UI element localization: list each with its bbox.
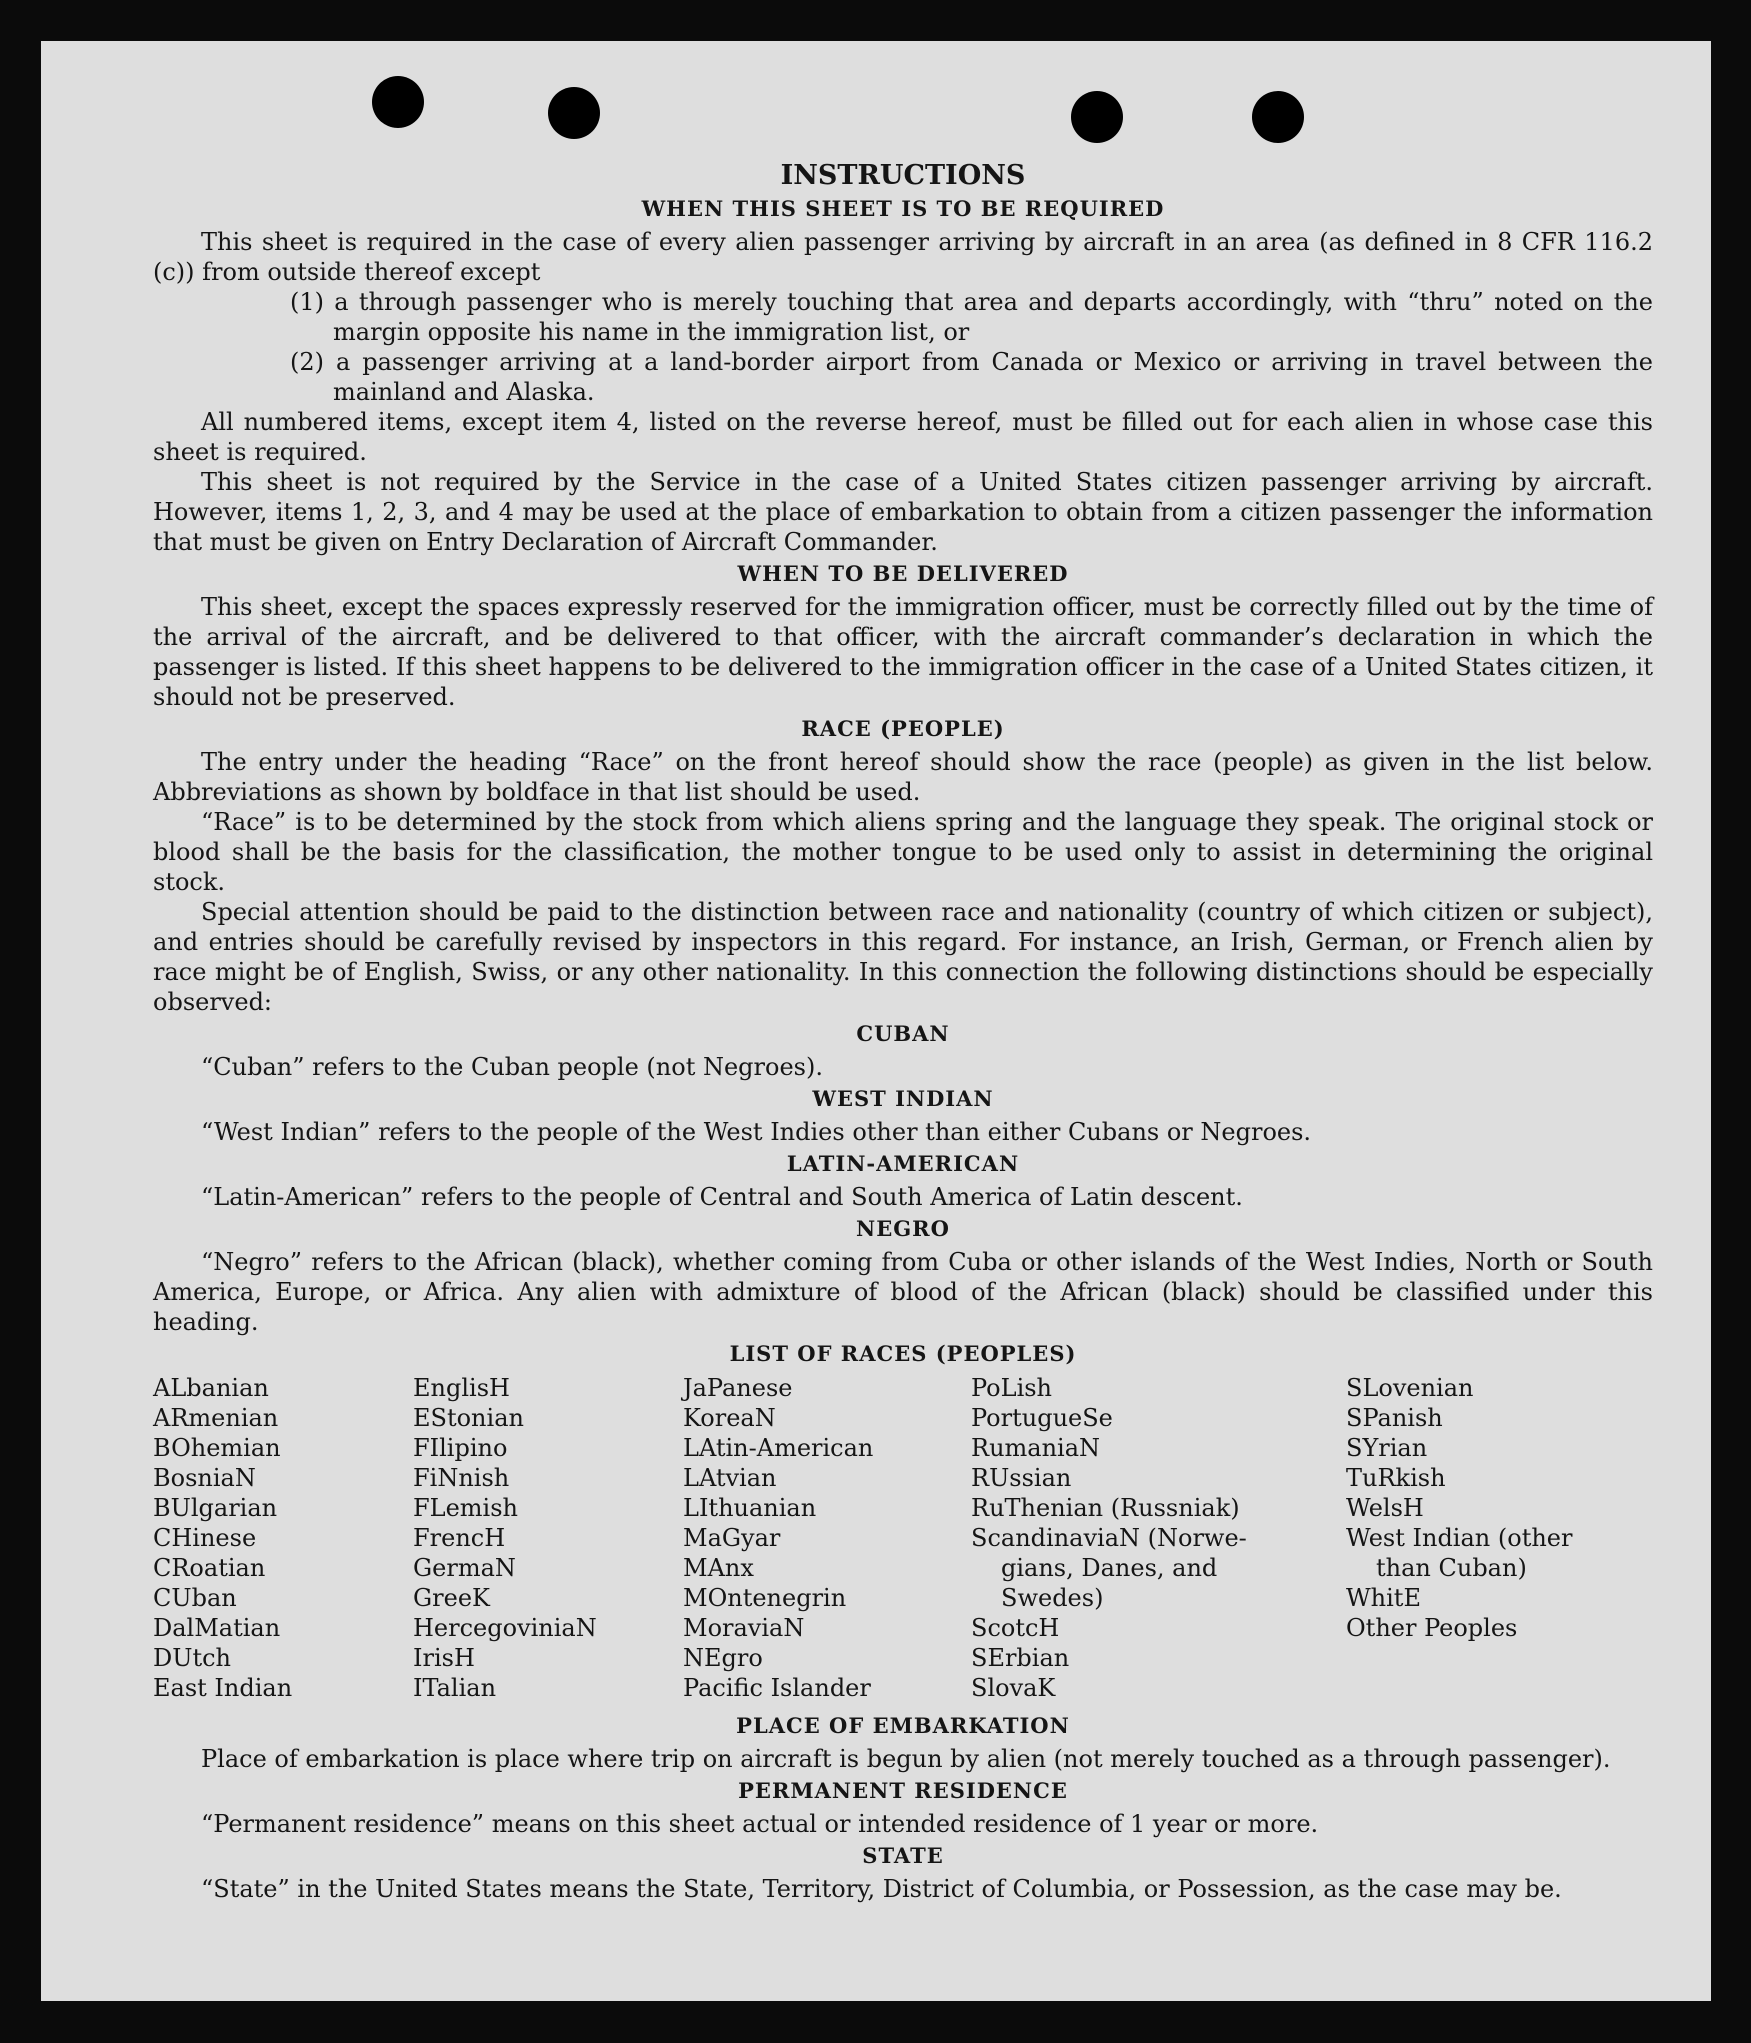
section-heading: WHEN TO BE DELIVERED — [737, 561, 1069, 586]
race-item: than Cuban) — [1376, 1554, 1527, 1582]
paragraph: “Race” is to be determined by the stock from which aliens spring and the language they speak. The original stock or blood shall be the basis for the classification, the mother tongue to be used only to assist in determining the original stock. — [153, 808, 1653, 896]
race-column — [153, 1373, 413, 1703]
paragraph: This sheet is required in the case of every alien passenger arriving by aircraft in an area (as defined in 8 CFR 116.2 (c)) from outside thereof except — [153, 228, 1653, 286]
race-item: CHinese — [153, 1524, 257, 1552]
section-heading: WHEN THIS SHEET IS TO BE REQUIRED — [641, 196, 1165, 221]
race-column — [413, 1373, 683, 1703]
race-item: DUtch — [153, 1644, 232, 1672]
race-item: GreeK — [413, 1584, 490, 1612]
document-body — [153, 161, 1653, 1904]
race-item: MOntenegrin — [683, 1584, 847, 1612]
race-item: EnglisH — [413, 1374, 510, 1402]
list-item: (1) a through passenger who is merely touching that area and departs accordingly, with “thru” noted on the margin opposite his name in the immigration list, or — [290, 288, 1653, 346]
punch-hole — [548, 87, 600, 139]
paragraph: The entry under the heading “Race” on the front hereof should show the race (people) as given in the list below. Abbreviations as shown by boldface in that list should be used. — [153, 748, 1653, 806]
race-item: FrencH — [413, 1524, 506, 1552]
section-heading: RACE (PEOPLE) — [801, 716, 1005, 741]
list-item: (2) a passenger arriving at a land-border airport from Canada or Mexico or arriving in travel between the mainland and Alaska. — [290, 348, 1653, 406]
race-item: NEgro — [683, 1644, 763, 1672]
race-item: MaGyar — [683, 1524, 781, 1552]
race-item: ScandinaviaN (Norwe- — [971, 1524, 1247, 1552]
punch-hole — [372, 76, 424, 128]
race-item: CUban — [153, 1584, 237, 1612]
section-heading: NEGRO — [856, 1216, 950, 1241]
paragraph: “Latin-American” refers to the people of Central and South America of Latin descent. — [201, 1183, 1243, 1211]
race-item: RuThenian (Russniak) — [971, 1494, 1240, 1522]
race-item: West Indian (other — [1346, 1524, 1573, 1552]
punch-hole — [1252, 91, 1304, 143]
race-item: HercegoviniaN — [413, 1614, 597, 1642]
paragraph: “Cuban” refers to the Cuban people (not Negroes). — [201, 1053, 823, 1081]
race-item: RumaniaN — [971, 1434, 1101, 1462]
race-item: SYrian — [1346, 1434, 1428, 1462]
race-list — [153, 1373, 1653, 1703]
section-heading: LATIN-AMERICAN — [786, 1151, 1020, 1176]
race-item: WelsH — [1346, 1494, 1424, 1522]
race-item: ScotcH — [971, 1614, 1060, 1642]
section-heading: PERMANENT RESIDENCE — [738, 1778, 1068, 1803]
race-item: FiNnish — [413, 1464, 510, 1492]
race-item: LIthuanian — [683, 1494, 817, 1522]
document-title: INSTRUCTIONS — [780, 160, 1026, 191]
race-item: WhitE — [1346, 1584, 1421, 1612]
race-item: MoraviaN — [683, 1614, 805, 1642]
race-item: Swedes) — [1001, 1584, 1104, 1612]
race-item: MAnx — [683, 1554, 754, 1582]
race-item: LAtin-American — [683, 1434, 874, 1462]
race-item: East Indian — [153, 1674, 293, 1702]
section-heading: CUBAN — [856, 1021, 950, 1046]
section-heading: LIST OF RACES (PEOPLES) — [729, 1341, 1077, 1366]
paragraph: Place of embarkation is place where trip on aircraft is begun by alien (not merely touched as a through passenger). — [201, 1745, 1611, 1773]
race-column — [971, 1373, 1346, 1703]
paragraph: “State” in the United States means the State, Territory, District of Columbia, or Possession, as the case may be. — [201, 1875, 1562, 1903]
race-item: PoLish — [971, 1374, 1053, 1402]
race-column — [683, 1373, 971, 1703]
section-heading: STATE — [862, 1843, 944, 1868]
document-sheet — [41, 41, 1711, 2001]
race-column — [1346, 1373, 1636, 1703]
race-item: JaPanese — [683, 1374, 793, 1402]
race-item: KoreaN — [683, 1404, 776, 1432]
race-item: Pacific Islander — [683, 1674, 871, 1702]
paragraph: All numbered items, except item 4, listed on the reverse hereof, must be filled out for each alien in whose case this sheet is required. — [153, 408, 1653, 466]
race-item: SlovaK — [971, 1674, 1056, 1702]
race-item: FLemish — [413, 1494, 518, 1522]
race-item: Other Peoples — [1346, 1614, 1518, 1642]
race-item: BosniaN — [153, 1464, 256, 1492]
section-heading: WEST INDIAN — [812, 1086, 994, 1111]
race-item: SLovenian — [1346, 1374, 1474, 1402]
race-item: ITalian — [413, 1674, 497, 1702]
race-item: gians, Danes, and — [1001, 1554, 1218, 1582]
paragraph: This sheet, except the spaces expressly reserved for the immigration officer, must be correctly filled out by the time of the arrival of the aircraft, and be delivered to that officer, with the aircraft commander’s declaration in which the passenger is listed. If this sheet happens to be delivered to the immigration officer in the case of a United States citizen, it should not be preserved. — [153, 593, 1653, 711]
race-item: RUssian — [971, 1464, 1072, 1492]
paragraph: This sheet is not required by the Service in the case of a United States citizen passenger arriving by aircraft. However, items 1, 2, 3, and 4 may be used at the place of embarkation to obtain from a citizen passenger the information that must be given on Entry Declaration of Aircraft Commander. — [153, 468, 1653, 556]
race-item: LAtvian — [683, 1464, 777, 1492]
race-item: SPanish — [1346, 1404, 1443, 1432]
paragraph: “Permanent residence” means on this sheet actual or intended residence of 1 year or more. — [201, 1810, 1319, 1838]
punch-hole — [1071, 91, 1123, 143]
race-item: BOhemian — [153, 1434, 281, 1462]
paragraph: Special attention should be paid to the distinction between race and nationality (country of which citizen or subject), and entries should be carefully revised by inspectors in this regard. For instance, an Irish, German, or French alien by race might be of English, Swiss, or any other nationality. In this connection the following distinctions should be especially observed: — [153, 898, 1653, 1016]
race-item: ARmenian — [153, 1404, 279, 1432]
race-item: SErbian — [971, 1644, 1070, 1672]
race-item: IrisH — [413, 1644, 475, 1672]
race-item: TuRkish — [1346, 1464, 1446, 1492]
section-heading: PLACE OF EMBARKATION — [736, 1713, 1070, 1738]
race-item: FIlipino — [413, 1434, 508, 1462]
race-item: BUlgarian — [153, 1494, 278, 1522]
paragraph: “West Indian” refers to the people of the West Indies other than either Cubans or Negroes. — [201, 1118, 1312, 1146]
race-item: EStonian — [413, 1404, 524, 1432]
race-item: CRoatian — [153, 1554, 266, 1582]
race-item: PortugueSe — [971, 1404, 1113, 1432]
paragraph: “Negro” refers to the African (black), whether coming from Cuba or other islands of the West Indies, North or South America, Europe, or Africa. Any alien with admixture of blood of the African (black) should be classified under this heading. — [153, 1248, 1653, 1336]
race-item: ALbanian — [153, 1374, 269, 1402]
race-item: DalMatian — [153, 1614, 281, 1642]
race-item: GermaN — [413, 1554, 516, 1582]
